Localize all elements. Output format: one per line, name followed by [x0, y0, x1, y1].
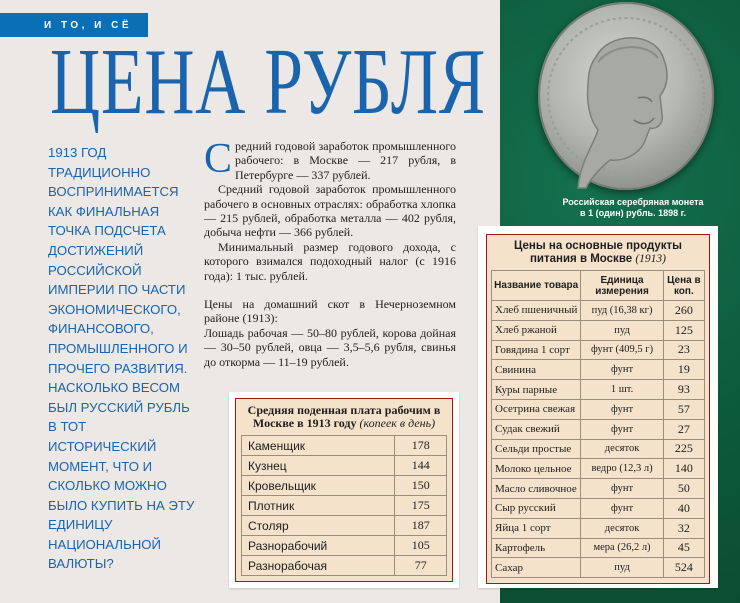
unit-cell: мера (26,2 л)	[581, 538, 663, 558]
pay-cell: 178	[395, 436, 447, 456]
product-cell: Картофель	[492, 538, 581, 558]
product-cell: Сельди простые	[492, 439, 581, 459]
product-cell: Куры парные	[492, 380, 581, 400]
price-cell: 93	[663, 380, 704, 400]
table-row	[492, 498, 705, 518]
price-cell: 57	[663, 399, 704, 419]
price-cell: 45	[663, 538, 704, 558]
column-header-name: Название товара	[492, 271, 581, 301]
product-cell: Хлеб ржаной	[492, 320, 581, 340]
table-row	[242, 536, 447, 556]
prices-table-card	[478, 226, 718, 588]
table-row	[492, 439, 705, 459]
price-cell: 140	[663, 459, 704, 479]
price-cell: 225	[663, 439, 704, 459]
product-cell: Яйца 1 сорт	[492, 518, 581, 538]
table-row	[242, 476, 447, 496]
article-body	[204, 136, 456, 369]
article-paragraph: Лошадь рабочая — 50–80 рублей, корова дойная — 30–50 рублей, овца — 3,5–5,6 рубля, свинья до откорма — 11–19 рублей.	[204, 325, 456, 369]
price-cell: 19	[663, 360, 704, 380]
table-row	[242, 556, 447, 576]
unit-cell: десяток	[581, 518, 663, 538]
price-cell: 50	[663, 479, 704, 499]
job-cell: Столяр	[242, 516, 395, 536]
price-cell: 23	[663, 340, 704, 360]
unit-cell: фунт	[581, 498, 663, 518]
coin-portrait-icon	[538, 2, 714, 190]
section-tag: И ТО, И СЁ	[0, 13, 148, 37]
table-row	[492, 558, 705, 578]
job-cell: Кузнец	[242, 456, 395, 476]
table-row	[492, 380, 705, 400]
table-row	[242, 496, 447, 516]
article-paragraph: Средний годовой заработок промышленного рабочего в основных отраслях: обработка хлопка — 215 рублей, обработка металла — 402 рубля, добыча нефти — 366 рублей.	[204, 182, 456, 240]
product-cell: Масло сливочное	[492, 479, 581, 499]
job-cell: Плотник	[242, 496, 395, 516]
silver-ruble-coin-image	[538, 2, 714, 190]
unit-cell: 1 шт.	[581, 380, 663, 400]
price-cell: 27	[663, 419, 704, 439]
unit-cell: пуд	[581, 320, 663, 340]
column-header-price: Цена в коп.	[663, 271, 704, 301]
table-row	[242, 516, 447, 536]
price-cell: 125	[663, 320, 704, 340]
table-row	[492, 340, 705, 360]
table-row	[492, 399, 705, 419]
job-cell: Разнорабочий	[242, 536, 395, 556]
price-cell: 40	[663, 498, 704, 518]
job-cell: Кровельщик	[242, 476, 395, 496]
pay-cell: 150	[395, 476, 447, 496]
job-cell: Разнорабочая	[242, 556, 395, 576]
unit-cell: фунт	[581, 479, 663, 499]
wages-table-card	[229, 392, 459, 588]
article-paragraph: Цены на домашний скот в Нечерноземном районе (1913):	[204, 297, 456, 326]
unit-cell: десяток	[581, 439, 663, 459]
price-cell: 260	[663, 301, 704, 321]
product-cell: Говядина 1 сорт	[492, 340, 581, 360]
lead-paragraph: 1913 ГОД ТРАДИЦИОННО ВОСПРИНИМАЕТСЯ КАК ФИНАЛЬНАЯ ТОЧКА ПОДСЧЕТА ДОСТИЖЕНИЙ РОССИЙСКОЙ ИМПЕРИИ ПО ЧАСТИ ЭКОНОМИЧЕСКОГО, ФИНАНСОВОГО, ПРОМЫШЛЕННОГО И ПРОЧЕГО РАЗВИТИЯ. НАСКОЛЬКО ВЕСОМ БЫЛ РУССКИЙ РУБЛЬ В ТОТ ИСТОРИЧЕСКИЙ МОМЕНТ, ЧТО И СКОЛЬКО МОЖНО БЫЛО КУПИТЬ НА ЭТУ ЕДИНИЦУ НАЦИОНАЛЬНОЙ ВАЛЮТЫ?	[48, 145, 195, 572]
table-row	[492, 320, 705, 340]
unit-cell: фунт	[581, 360, 663, 380]
table-row	[492, 360, 705, 380]
article-paragraph: Средний годовой заработок промышленного рабочего: в Москве — 217 рубля, в Петербурге — 337 рублей.	[204, 136, 456, 182]
coin-caption: Российская серебряная монета в 1 (один) рубль. 1898 г.	[562, 197, 704, 218]
price-cell: 524	[663, 558, 704, 578]
product-cell: Свинина	[492, 360, 581, 380]
product-cell: Хлеб пшеничный	[492, 301, 581, 321]
job-cell: Каменщик	[242, 436, 395, 456]
prices-table-title: Цены на основные продукты питания в Москве (1913)	[514, 240, 682, 265]
unit-cell: ведро (12,3 л)	[581, 459, 663, 479]
unit-cell: фунт	[581, 419, 663, 439]
pay-cell: 175	[395, 496, 447, 516]
article-paragraph: Минимальный размер годового дохода, с которого взимался подоходный налог (с 1916 года): 1 тыс. рублей.	[204, 239, 456, 283]
product-cell: Сыр русский	[492, 498, 581, 518]
price-cell: 32	[663, 518, 704, 538]
pay-cell: 77	[395, 556, 447, 576]
table-row	[492, 419, 705, 439]
table-row	[242, 436, 447, 456]
product-cell: Молоко цельное	[492, 459, 581, 479]
wages-table-title: Средняя поденная плата рабочим в Москве в 1913 году (копеек в день)	[247, 403, 441, 430]
product-cell: Сахар	[492, 558, 581, 578]
pay-cell: 187	[395, 516, 447, 536]
table-row	[492, 518, 705, 538]
table-row	[492, 301, 705, 321]
column-header-unit: Единица измерения	[581, 271, 663, 301]
table-row	[242, 456, 447, 476]
drop-cap: С	[204, 136, 233, 182]
unit-cell: фунт	[581, 399, 663, 419]
prices-table	[491, 270, 705, 578]
product-cell: Судак свежий	[492, 419, 581, 439]
table-row	[492, 538, 705, 558]
table-row	[492, 479, 705, 499]
pay-cell: 144	[395, 456, 447, 476]
table-row	[492, 459, 705, 479]
wages-table	[241, 435, 447, 576]
unit-cell: фунт (409,5 г)	[581, 340, 663, 360]
unit-cell: пуд	[581, 558, 663, 578]
page-title: ЦЕНА РУБЛЯ	[50, 30, 486, 134]
product-cell: Осетрина свежая	[492, 399, 581, 419]
pay-cell: 105	[395, 536, 447, 556]
unit-cell: пуд (16,38 кг)	[581, 301, 663, 321]
